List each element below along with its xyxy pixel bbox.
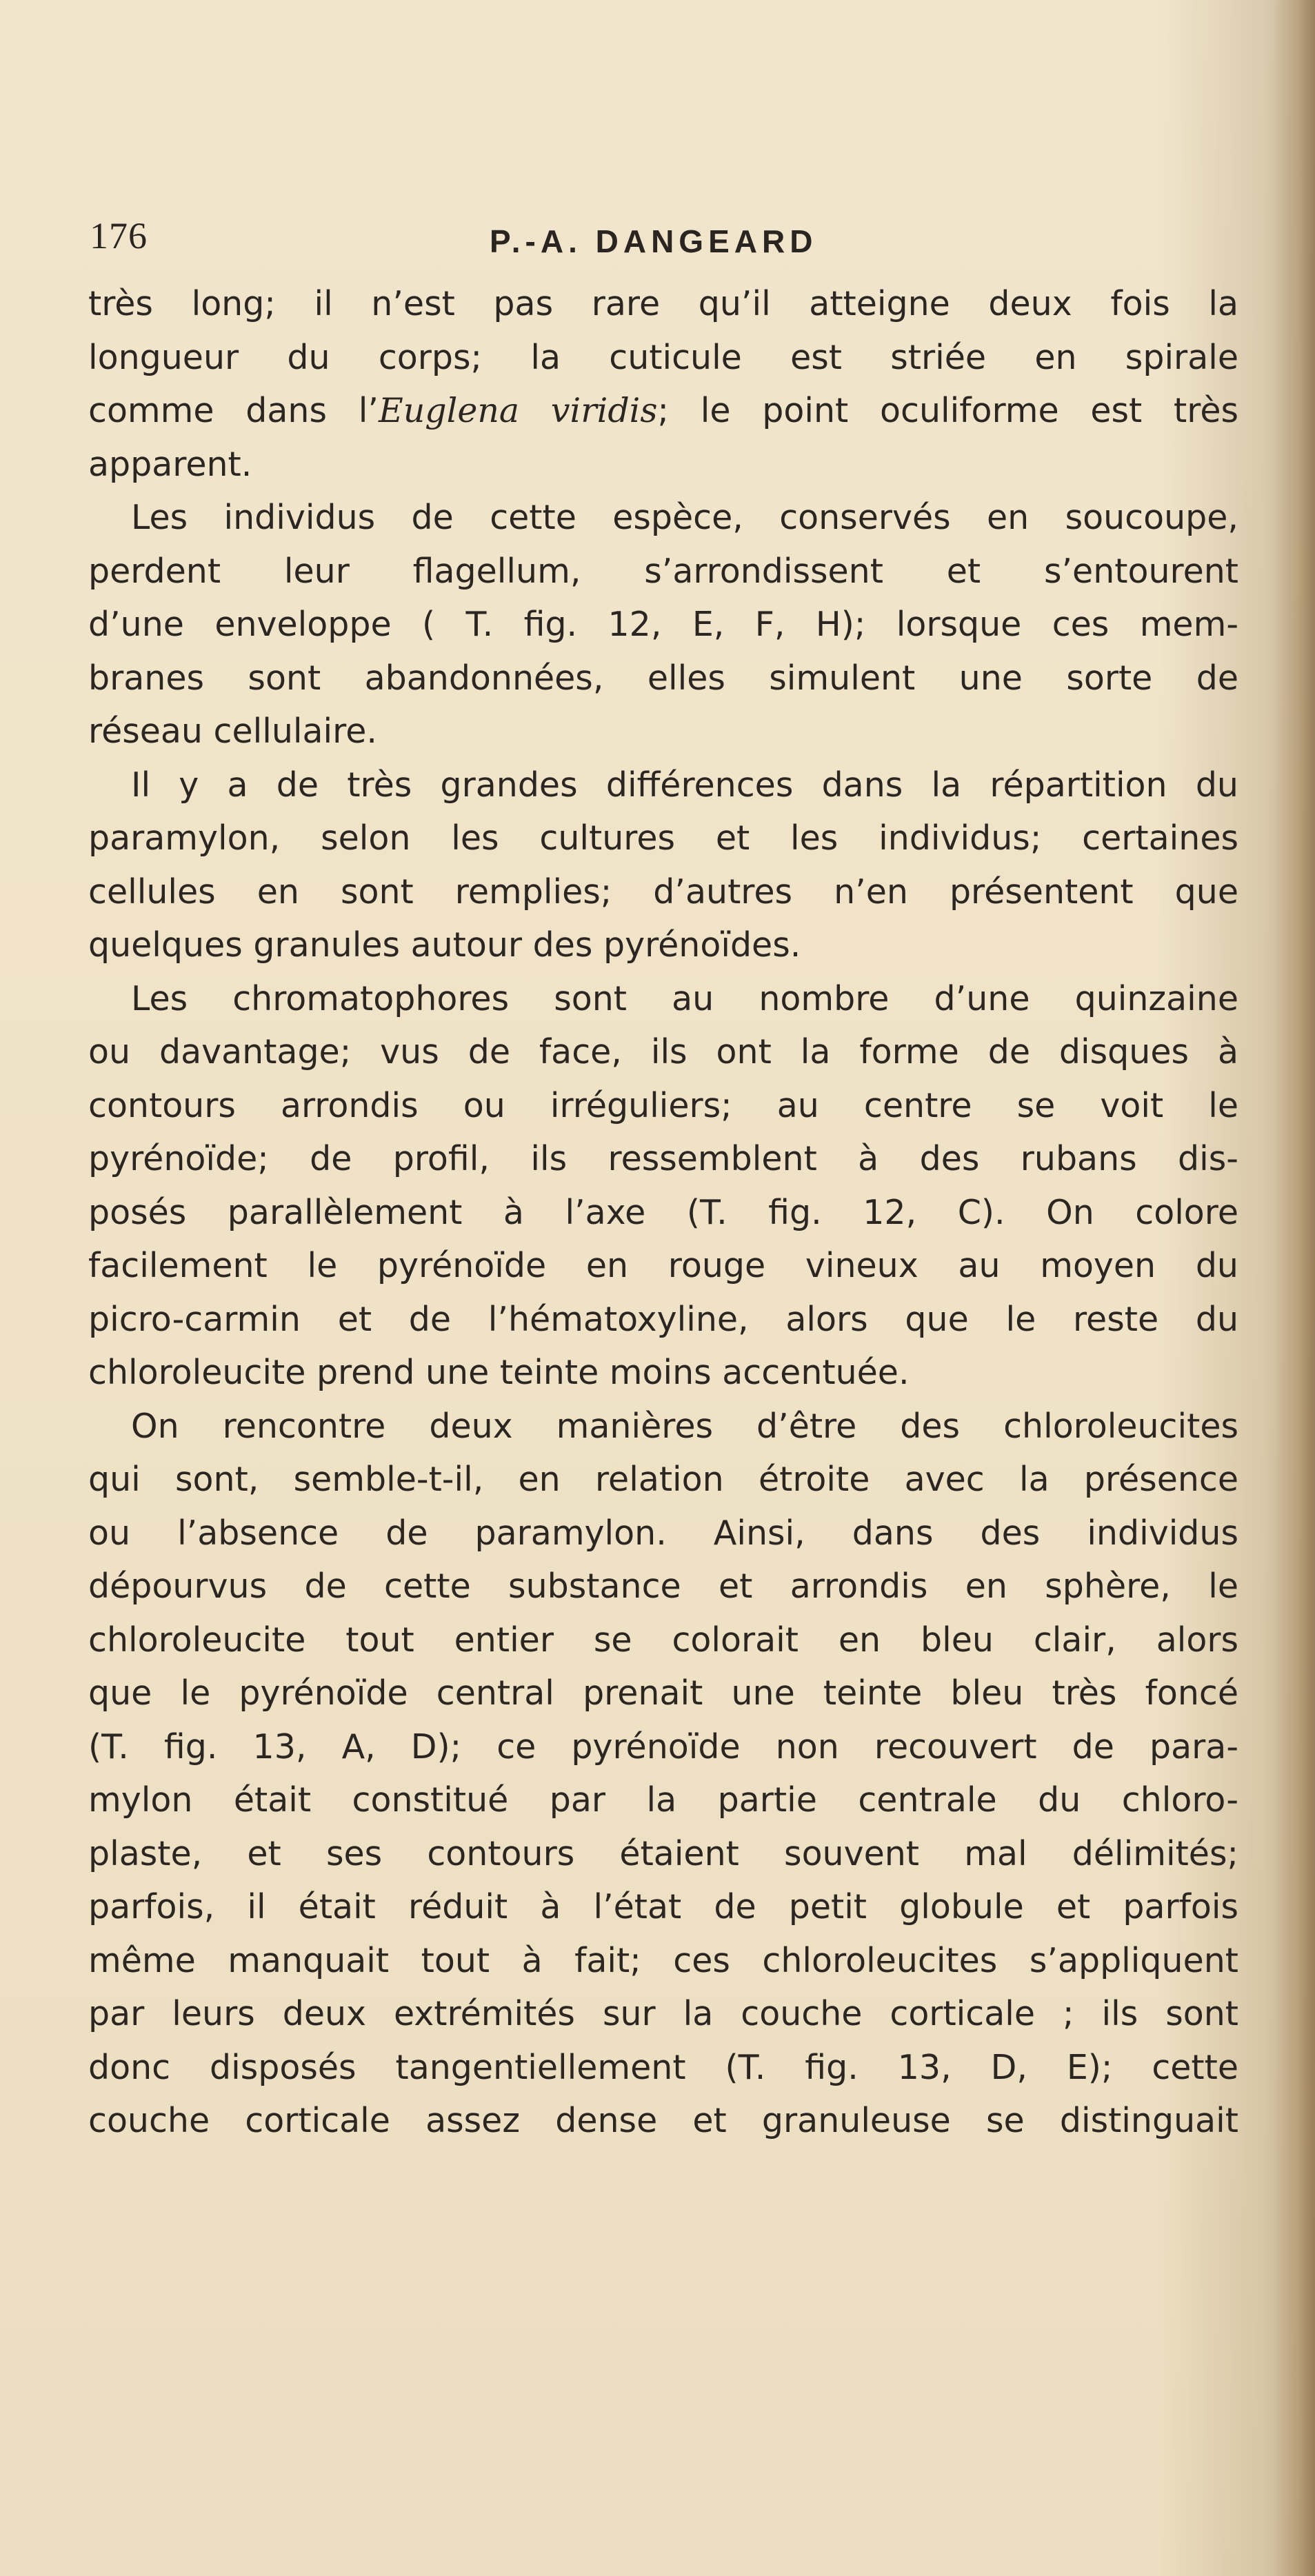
running-head — [90, 210, 1234, 272]
text-line — [88, 384, 1238, 438]
page-number: 176 — [90, 215, 148, 256]
text-line: On rencontre deux manières d’être des chloroleucites — [131, 1406, 1238, 1446]
text-line: (T. fig. 13, A, D); ce pyrénoïde non recouvert de para- — [88, 1727, 1238, 1767]
paragraph — [88, 491, 1238, 758]
text-line: contours arrondis ou irréguliers; au centre se voit le — [88, 1085, 1238, 1125]
text-segment: ; le point oculiforme est très — [657, 391, 1238, 430]
body-text — [88, 277, 1238, 2148]
text-line: paramylon, selon les cultures et les individus; certaines — [88, 818, 1238, 858]
text-line: perdent leur flagellum, s’arrondissent et s’entourent — [88, 551, 1238, 591]
paragraph — [88, 277, 1238, 491]
paragraph — [88, 1400, 1238, 2148]
running-head-author: P.-A. DANGEARD — [490, 223, 818, 259]
text-line: posés parallèlement à l’axe (T. fig. 12, C). On colore — [88, 1192, 1238, 1232]
text-line: parfois, il était réduit à l’état de petit globule et parfois — [88, 1887, 1238, 1926]
page-edge-shadow — [1274, 0, 1315, 2576]
text-line: réseau cellulaire. — [88, 712, 377, 751]
text-line: même manquait tout à fait; ces chloroleucites s’appliquent — [88, 1940, 1238, 1980]
text-line: plaste, et ses contours étaient souvent mal délimités; — [88, 1833, 1238, 1873]
text-line: longueur du corps; la cuticule est striée en spirale — [88, 337, 1238, 377]
text-line: ou l’absence de paramylon. Ainsi, dans des individus — [88, 1513, 1238, 1553]
paragraph — [88, 972, 1238, 1400]
text-line: cellules en sont remplies; d’autres n’en présentent que — [88, 872, 1238, 912]
paragraph — [88, 758, 1238, 972]
text-line: très long; il n’est pas rare qu’il atteigne deux fois la — [88, 284, 1238, 323]
text-line: couche corticale assez dense et granuleuse se distinguait — [88, 2101, 1238, 2140]
text-line: mylon était constitué par la partie centrale du chloro- — [88, 1780, 1238, 1820]
text-line: d’une enveloppe ( T. fig. 12, E, F, H); lorsque ces mem- — [88, 605, 1238, 644]
text-segment: comme dans l’ — [88, 391, 379, 430]
text-line: picro-carmin et de l’hématoxyline, alors que le reste du — [88, 1299, 1238, 1339]
text-line: apparent. — [88, 444, 252, 484]
text-line: chloroleucite tout entier se colorait en bleu clair, alors — [88, 1620, 1238, 1660]
text-line: pyrénoïde; de profil, ils ressemblent à des rubans dis- — [88, 1139, 1238, 1178]
italic-species-name: Euglena viridis — [378, 391, 658, 430]
text-line: Les individus de cette espèce, conservés en soucoupe, — [131, 498, 1238, 537]
text-line: qui sont, semble-t-il, en relation étroite avec la présence — [88, 1460, 1238, 1499]
text-line: quelques granules autour des pyrénoïdes. — [88, 925, 801, 965]
text-line: que le pyrénoïde central prenait une teinte bleu très foncé — [88, 1673, 1238, 1713]
text-line: branes sont abandonnées, elles simulent une sorte de — [88, 658, 1238, 698]
text-line: dépourvus de cette substance et arrondis en sphère, le — [88, 1567, 1238, 1606]
text-line: par leurs deux extrémités sur la couche corticale ; ils sont — [88, 1994, 1238, 2033]
text-line: Les chromatophores sont au nombre d’une quinzaine — [131, 978, 1238, 1018]
text-line: donc disposés tangentiellement (T. fig. 13, D, E); cette — [88, 2047, 1238, 2087]
text-line: facilement le pyrénoïde en rouge vineux au moyen du — [88, 1246, 1238, 1285]
text-line: chloroleucite prend une teinte moins accentuée. — [88, 1353, 910, 1392]
text-line: Il y a de très grandes différences dans la répartition du — [131, 765, 1238, 805]
text-line: ou davantage; vus de face, ils ont la forme de disques à — [88, 1032, 1238, 1071]
